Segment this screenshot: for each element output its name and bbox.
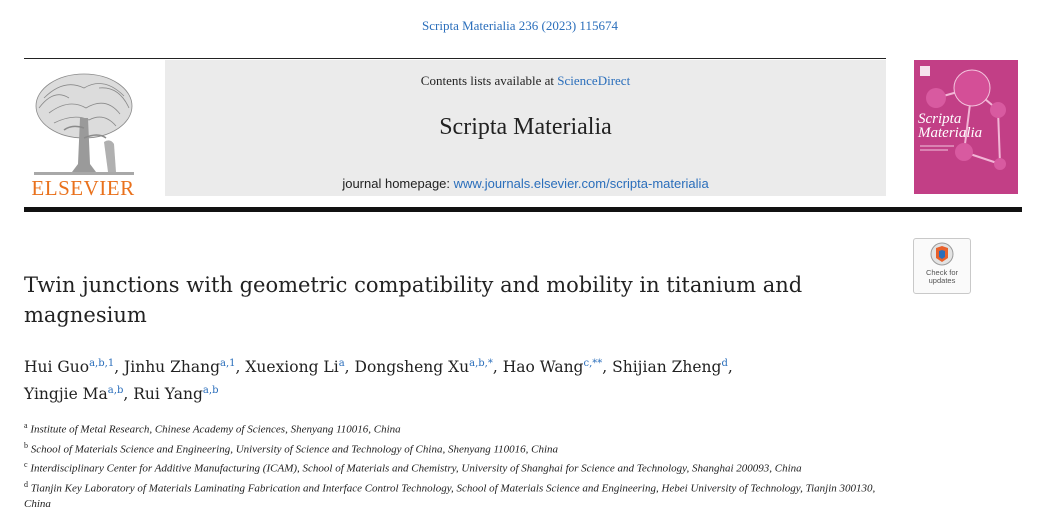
journal-cover[interactable]: [914, 60, 1018, 194]
affiliation-key: d: [24, 479, 28, 489]
author-affiliation-marker[interactable]: c,**: [583, 358, 603, 369]
cover-title-line1: Scripta: [918, 111, 962, 127]
author-affiliation-marker[interactable]: a,b: [202, 385, 219, 397]
author-separator: ,: [727, 358, 733, 377]
check-for-updates-label: [914, 269, 970, 285]
author-separator: ,: [602, 358, 613, 377]
affiliation-item: [24, 418, 894, 438]
affiliation-list: [24, 418, 894, 512]
author-separator: ,: [114, 358, 125, 377]
header-rule: [24, 58, 886, 59]
author-name[interactable]: Rui Yang: [133, 385, 203, 404]
affiliation-item: [24, 457, 894, 477]
article-title: Twin junctions with geometric compatibility and mobility in titanium and magnesium: [24, 273, 803, 327]
author-separator: ,: [492, 358, 503, 377]
homepage-prefix: journal homepage:: [342, 176, 454, 191]
check-label-line1: Check for: [925, 268, 959, 277]
author-name[interactable]: Hui Guo: [24, 358, 90, 377]
homepage-line: [165, 176, 886, 191]
check-for-updates-badge[interactable]: [913, 238, 971, 294]
author-name[interactable]: Shijian Zheng: [612, 358, 722, 377]
journal-citation[interactable]: Scripta Materialia 236 (2023) 115674: [422, 18, 618, 33]
author-list: [24, 352, 924, 406]
author-affiliation-marker[interactable]: a,1: [220, 358, 236, 369]
sciencedirect-link[interactable]: ScienceDirect: [557, 73, 631, 88]
author-name[interactable]: Jinhu Zhang: [124, 358, 220, 377]
affiliation-key: b: [24, 440, 28, 450]
check-for-updates-icon: [914, 239, 970, 269]
homepage-link[interactable]: www.journals.elsevier.com/scripta-materialia: [453, 176, 709, 191]
elsevier-wordmark[interactable]: ELSEVIER: [31, 176, 135, 200]
author-affiliation-marker[interactable]: a: [338, 358, 345, 369]
author-name[interactable]: Hao Wang: [502, 358, 584, 377]
affiliation-key: c: [24, 460, 28, 470]
cover-title-line2: Materialia: [918, 125, 983, 141]
affiliation-text: Interdisciplinary Center for Additive Manufacturing (ICAM), School of Materials and Chemistry, University of Shanghai for Science and Technology, Shanghai 200093, China: [27, 462, 802, 475]
author-affiliation-marker[interactable]: a,b: [107, 385, 124, 397]
author-name[interactable]: Yingjie Ma: [24, 385, 108, 404]
affiliation-text: Tianjin Key Laboratory of Materials Laminating Fabrication and Interface Control Technology, School of Materials Science and Engineering, Hebei University of Technology, Tianjin 300130, China: [24, 482, 876, 510]
author-separator: ,: [235, 358, 246, 377]
author-affiliation-marker[interactable]: d: [721, 358, 728, 369]
author-separator: ,: [344, 358, 355, 377]
cover-title: [918, 112, 982, 140]
header-thick-rule: [24, 207, 1022, 212]
author-affiliation-marker[interactable]: a,b,1: [89, 358, 115, 369]
journal-name: Scripta Materialia: [439, 114, 612, 140]
contents-line: [165, 73, 886, 89]
check-label-line2: updates: [928, 276, 956, 285]
journal-banner: [165, 60, 886, 196]
affiliation-item: [24, 477, 894, 512]
author-affiliation-marker[interactable]: a,b,*: [469, 358, 493, 369]
elsevier-tree-icon: [24, 68, 142, 176]
author-name[interactable]: Xuexiong Li: [245, 358, 339, 377]
affiliation-text: School of Materials Science and Engineering, University of Science and Technology of China, Shenyang 110016, China: [28, 443, 559, 456]
affiliation-key: a: [24, 421, 28, 430]
affiliation-text: Institute of Metal Research, Chinese Academy of Sciences, Shenyang 110016, China: [27, 423, 401, 436]
affiliation-item: [24, 438, 894, 458]
author-separator: ,: [123, 385, 134, 404]
contents-prefix: Contents lists available at: [420, 73, 558, 88]
author-name[interactable]: Dongsheng Xu: [354, 358, 470, 377]
